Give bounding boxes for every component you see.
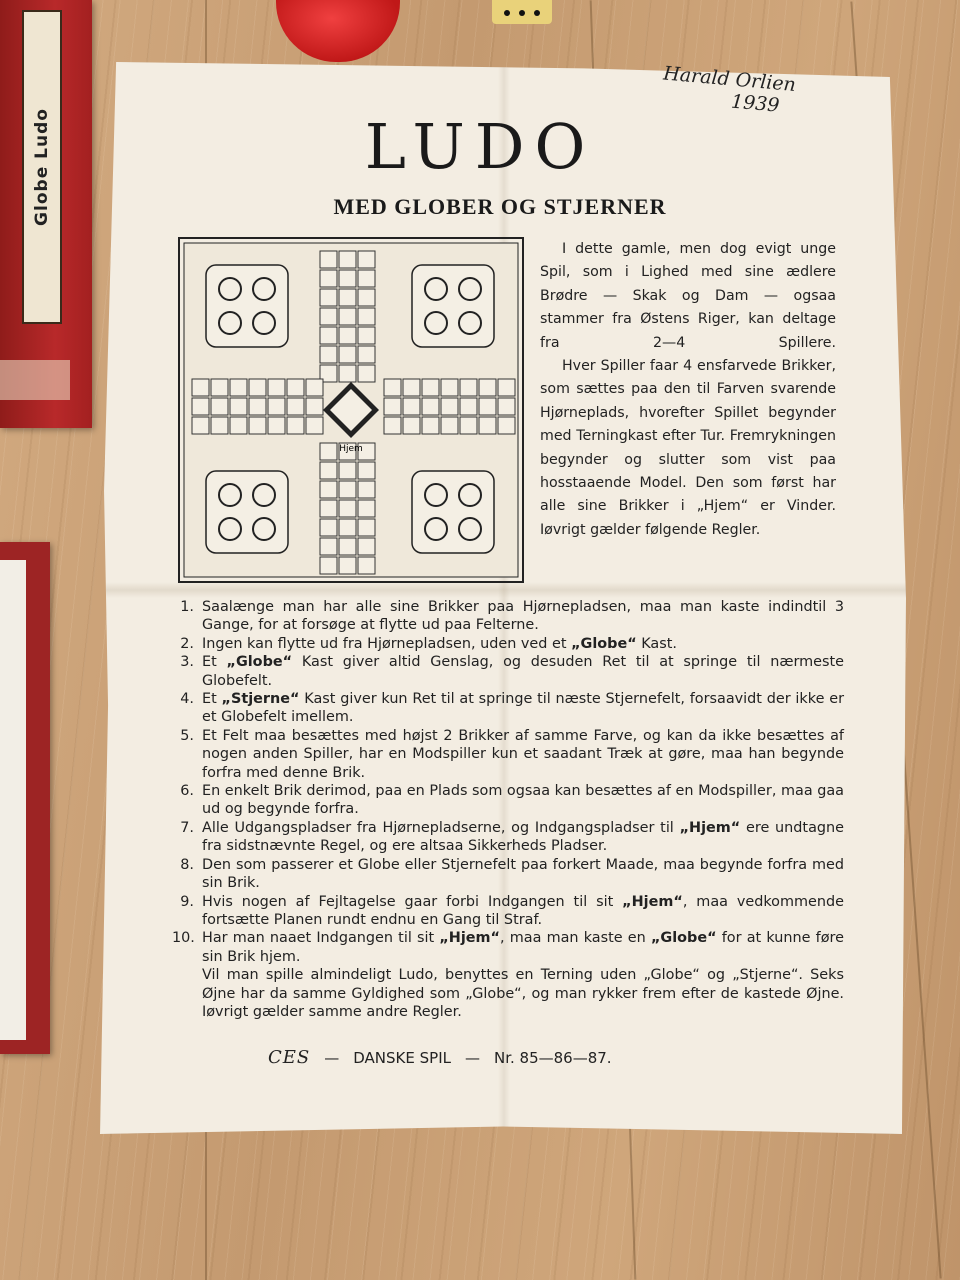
footer-dash: —: [464, 1048, 480, 1067]
board-cell: [460, 398, 477, 415]
board-cell: [358, 365, 375, 382]
rule-item: 9. Hvis nogen af Fejltagelse gaar forbi Indgangen til sit „Hjem“, maa vedkommende fortsætte Planen rundt endnu en Gang til Straf.: [180, 893, 844, 928]
intro-paragraph: I dette gamle, men dog evigt unge Spil, som i Lighed med sine ædlere Brødre — Skak og Dam — ogsaa stammer fra Østens Riger, kan deltage fra 2—4 Spillere.: [540, 241, 836, 351]
board-cell: [403, 417, 420, 434]
board-cell: [192, 379, 209, 396]
board-cell: [320, 308, 337, 325]
intro-paragraph: Hver Spiller faar 4 ensfarvede Brikker, som sættes paa den til Farven svarende Hjørneplads, hvorefter Spillet begynder med Terningkast efter Tur. Fremrykningen begynder og slutter som vist paa hosstaaende Model. Den som først har alle sine Brikker i „Hjem“ er Vinder. Iøvrigt gælder følgende Regler.: [540, 358, 836, 538]
board-cell: [339, 327, 356, 344]
red-dice-cup: [276, 0, 400, 62]
board-cell: [287, 417, 304, 434]
board-cell: [441, 398, 458, 415]
board-cell: [358, 308, 375, 325]
board-cell: [249, 398, 266, 415]
rule-item: 1. Saalænge man har alle sine Brikker paa Hjørnepladsen, maa man kaste indindtil 3 Gange, for at forsøge at flytte ud paa Felterne.: [180, 599, 844, 634]
board-cell: [358, 462, 375, 479]
home-base: [206, 471, 288, 553]
board-cell: [339, 346, 356, 363]
board-cell: [339, 481, 356, 498]
board-cell: [441, 417, 458, 434]
board-cell: [230, 417, 247, 434]
board-cell: [358, 289, 375, 306]
board-cell: [358, 557, 375, 574]
board-cell: [320, 500, 337, 517]
rule-item: 6. En enkelt Brik derimod, paa en Plads som ogsaa kan besættes af en Modspiller, maa gaa ud og begynde forfra.: [180, 783, 844, 818]
handwritten-signature: Harald Orlien 1939: [662, 62, 797, 117]
board-cell: [320, 538, 337, 555]
footer: [268, 1047, 748, 1068]
product-numbers: Nr. 85—86—87.: [493, 1048, 612, 1067]
board-home-label: Hjem: [339, 444, 363, 454]
board-cell: [384, 379, 401, 396]
board-cell: [211, 379, 228, 396]
rule-item: 8. Den som passerer et Globe eller Stjernefelt paa forkert Maade, maa begynde forfra med sin Brik.: [180, 856, 844, 892]
board-cell: [268, 379, 285, 396]
board-cell: [422, 379, 439, 396]
box-label: Globe Ludo: [22, 10, 62, 324]
board-cell: [230, 379, 247, 396]
board-cell: [249, 379, 266, 396]
board-cell: [384, 417, 401, 434]
board-cell: [498, 417, 515, 434]
board-cell: [498, 398, 515, 415]
board-cell: [479, 379, 496, 396]
board-cell: [192, 417, 209, 434]
game-box-top: [0, 0, 92, 428]
board-cell: [358, 346, 375, 363]
board-cell: [211, 417, 228, 434]
board-cell: [422, 417, 439, 434]
board-cell: [306, 417, 323, 434]
board-cell: [287, 398, 304, 415]
board-cell: [339, 538, 356, 555]
sheet-subtitle: MED GLOBER OG STJERNER: [333, 194, 667, 219]
board-cell: [339, 557, 356, 574]
rule-item: 7. Alle Udgangspladser fra Hjørnepladserne, og Indgangspladser til „Hjem“ ere undtagne fra sidstnævnte Regel, og ere altsaa Sikkerheds Pladser.: [180, 819, 845, 855]
board-cell: [339, 500, 356, 517]
board-cell: [479, 417, 496, 434]
board-cell: [358, 519, 375, 536]
box-wear: [0, 360, 70, 400]
board-cell: [320, 289, 337, 306]
home-base: [412, 265, 494, 347]
footer-dash: —: [324, 1048, 340, 1067]
board-cell: [320, 346, 337, 363]
rule-item: 2. Ingen kan flytte ud fra Hjørnepladsen, uden ved et „Globe“ Kast.: [180, 635, 677, 652]
rule-item: 3. Et „Globe“ Kast giver altid Genslag, og desuden Ret til at springe til nærmeste Globefelt.: [180, 654, 844, 689]
yellow-die: [492, 0, 552, 24]
publisher-name: DANSKE SPIL: [353, 1048, 451, 1067]
board-cell: [320, 481, 337, 498]
board-cell: [441, 379, 458, 396]
ludo-board-diagram: [178, 237, 524, 583]
board-cell: [320, 251, 337, 268]
board-cell: [403, 379, 420, 396]
board-cell: [384, 398, 401, 415]
board-cell: [339, 270, 356, 287]
board-cell: [320, 443, 337, 460]
board-cell: [320, 462, 337, 479]
board-cell: [358, 270, 375, 287]
rules-tail: Vil man spille almindeligt Ludo, benyttes en Terning uden „Globe“ og „Stjerne“. Seks Øjne har da samme Gyldighed som „Globe“, og man rykker frem efter de kastede Øjne. Iøvrigt gælder samme andre Regler.: [202, 967, 844, 1020]
board-cell: [249, 417, 266, 434]
board-cell: [498, 379, 515, 396]
board-cell: [403, 398, 420, 415]
game-box-bottom: [0, 542, 50, 1054]
home-base: [412, 471, 494, 553]
board-cell: [320, 519, 337, 536]
board-cell: [320, 327, 337, 344]
board-cell: [339, 308, 356, 325]
intro-text: [540, 238, 836, 542]
board-cell: [230, 398, 247, 415]
board-cell: [320, 557, 337, 574]
box-inner: [0, 560, 26, 1040]
board-cell: [306, 398, 323, 415]
board-cell: [358, 538, 375, 555]
rule-item: 5. Et Felt maa besættes med højst 2 Brikker af samme Farve, og kan da ikke besættes af nogen anden Spiller, har en Modspiller kun et saadant Træk at gøre, maa han begynde forfra med denne Brik.: [180, 727, 844, 781]
board-cell: [358, 251, 375, 268]
board-cell: [339, 462, 356, 479]
home-base: [206, 265, 288, 347]
board-cell: [358, 500, 375, 517]
board-cell: [268, 398, 285, 415]
board-cell: [358, 327, 375, 344]
board-cell: [339, 289, 356, 306]
sheet-title: LUDO: [364, 110, 596, 183]
board-cell: [460, 379, 477, 396]
board-cell: [287, 379, 304, 396]
board-cell: [479, 398, 496, 415]
board-cell: [211, 398, 228, 415]
rule-item: 10. Har man naaet Indgangen til sit „Hjem“, maa man kaste en „Globe“ for at kunne føre sin Brik hjem.: [172, 930, 844, 965]
board-cell: [192, 398, 209, 415]
ces-logo: CES: [268, 1047, 311, 1068]
board-cell: [460, 417, 477, 434]
board-cell: [422, 398, 439, 415]
rule-item: 4. Et „Stjerne“ Kast giver kun Ret til at springe til næste Stjernefelt, forsaavidt der ikke er et Globefelt imellem.: [180, 691, 844, 726]
board-cell: [306, 379, 323, 396]
rules-list: [172, 598, 844, 1021]
board-cell: [358, 481, 375, 498]
board-cell: [339, 365, 356, 382]
board-cell: [320, 270, 337, 287]
board-cell: [268, 417, 285, 434]
board-cell: [339, 519, 356, 536]
board-cell: [339, 251, 356, 268]
